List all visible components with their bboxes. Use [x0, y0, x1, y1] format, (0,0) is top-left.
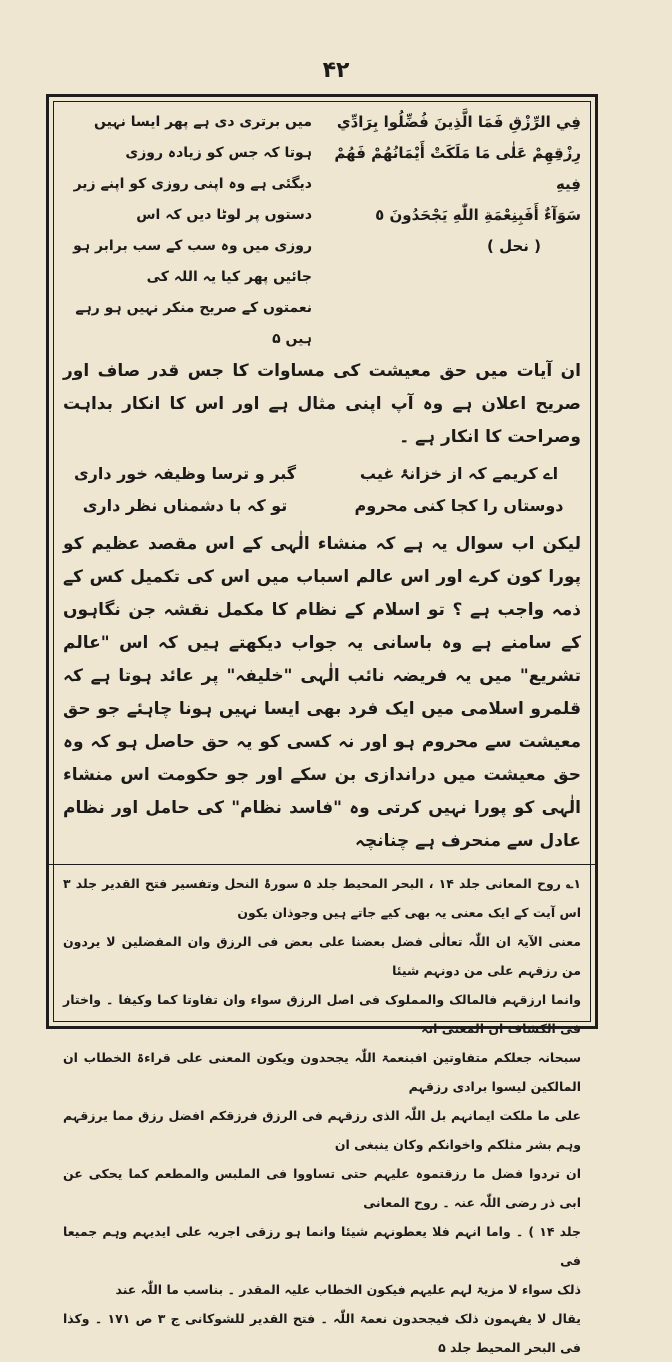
- footnote-line: ذلک سواء لا مزیۃ لہم علیہم فیکون الخطاب علیہ المقدر ۔ بناسب ما اللّٰہ عند: [115, 1282, 581, 1297]
- footnote-line: ان تردوا فضل ما رزقتموہ علیہم حتی تساووا فی الملبس والمطعم کما یحکی عن ابی ذر رضی اللّٰہ عنہ ۔ روح المعانی: [63, 1166, 581, 1210]
- verse-arabic-line: رِزْقِهِمْ عَلٰى مَا مَلَكَتْ أَيْمَانُهُمْ فَهُمْ فِيهِ: [334, 144, 581, 193]
- footnote-line: وانما ارزقہم فالمالک والمملوک فی اصل الرزق سواء وان تفاوتا کما وکیفا ۔ واختار فی الکشاف ان المعنی انہ: [63, 992, 581, 1036]
- footnote-line: جلد ۱۴ ) ۔ واما انہم فلا یعطونہم شیئا وانما ہو رزقی اجریہ علی ایدیہم وہم جمیعا فی: [63, 1224, 582, 1268]
- footnote-line: معنی الآیۃ ان اللّٰہ تعالٰی فضل بعضنا علی بعض فی الرزق وان المفضلین لا یردون من رزقہم علی من دونہم شیئا: [63, 934, 581, 978]
- page-content: [63, 107, 582, 1355]
- poem-line: دوستاں را کجا کنی محروم: [354, 496, 564, 515]
- poem-line: تو کہ با دشمناں نظر داری: [82, 496, 288, 515]
- verse-block: [63, 107, 581, 355]
- footnote-line: یقال لا یفہمون ذلک فیجحدون نعمۃ اللّٰہ ۔ فتح القدیر للشوکانی ج ۳ ص ۱۷۱ ۔ وکذا فی البحر المحیط جلد ۵: [63, 1311, 581, 1355]
- page-number: ۴۲: [322, 58, 350, 83]
- footnote-divider: [49, 864, 595, 865]
- poem-line: اے کریمے کہ از خزانۂ غیب: [359, 464, 559, 483]
- persian-poem: [63, 458, 581, 522]
- footnote: [63, 869, 581, 1362]
- poem-line: گبر و ترسا وظیفہ خور داری: [73, 464, 297, 483]
- verse-translation-line: دیگئی ہے وہ اپنی روزی کو اپنے زیر دستوں پر لوٹا دیں کہ اس: [73, 176, 312, 223]
- verse-translation-line: میں برتری دی ہے پھر ایسا نہیں ہوتا کہ جس کو زیادہ روزی: [94, 114, 312, 161]
- verse-translation-line: روزی میں وہ سب کے سب برابر ہو جائیں پھر کیا یہ اللہ کی: [73, 238, 312, 285]
- surah-reference: ( نحل ): [487, 237, 541, 255]
- footnote-line: علی ما ملکت ایمانہم بل اللّٰہ الذی رزقہم فی الرزق فرزقکم افضل رزق مما یرزقہم وہم بشر مثلکم واخوانکم وکان ینبغی ان: [63, 1108, 581, 1152]
- verse-arabic-line: سَوَآءٌ أَفَبِنِعْمَةِ اللّٰهِ يَجْحَدُونَ ٥: [375, 206, 581, 224]
- paragraph-1: ان آیات میں حق معیشت کی مساوات کا جس قدر صاف اور صریح اعلان ہے وہ آپ اپنی مثال ہے اور اس کا انکار بداہت وصراحت کا انکار ہے ۔: [63, 361, 581, 447]
- verse-arabic-line: فِي الرِّزْقِ فَمَا الَّذِينَ فُضِّلُوا بِرَادِّي: [336, 113, 581, 131]
- paragraph-2: لیکن اب سوال یہ ہے کہ منشاء الٰہی کے اس مقصد عظیم کو پورا کون کرے اور اس عالم اسباب میں اس کی تکمیل کس کے ذمہ واجب ہے ؟ تو اسلام کے نظام کا مکمل نقشہ جن نگاہوں کے سامنے ہے وہ باسانی یہ جواب دیکھتے ہیں کہ اس "عالم تشریع" میں یہ فریضہ نائب الٰہی "خلیفہ" پر عائد ہوتا ہے کہ قلمرو اسلامی میں ایک فرد بھی ایسا نہیں ہونا چاہئے جو حق معیشت سے محروم ہو اور نہ کسی کو یہ حق حاصل ہو کہ وہ حق معیشت میں دراندازی بن سکے اور جو حکومت اس منشاء الٰہی کو پورا نہیں کرتی وہ "فاسد نظام" کی حامل اور نظام عادل سے منحرف ہے چنانچہ: [63, 534, 581, 851]
- footnote-line: سبحانہ جعلکم متفاوتین افبنعمۃ اللّٰہ یجحدون ویکون المعنی علی قراءۃ الخطاب ان المالکین لیسوا برادی رزقہم: [63, 1050, 581, 1094]
- verse-translation-line: نعمتوں کے صریح منکر نہیں ہو رہے ہیں ۵: [75, 300, 312, 347]
- footnote-line: ۱؎ روح المعانی جلد ۱۴ ، البحر المحیط جلد ۵ سورۂ النحل وتفسیر فتح القدیر جلد ۳ اس آیت کے ایک معنی یہ بھی کیے جاتے ہیں وجوذان یکون: [63, 876, 581, 920]
- page-frame: [46, 94, 598, 1355]
- verse-arabic: [332, 107, 581, 355]
- verse-translation: [63, 107, 312, 355]
